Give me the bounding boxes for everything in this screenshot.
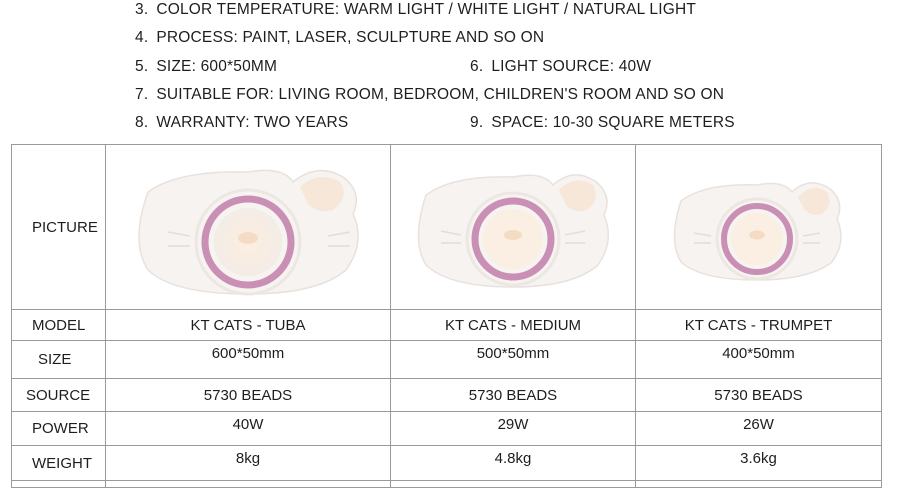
spec-suitable-for: 7. SUITABLE FOR: LIVING ROOM, BEDROOM, CHILDREN'S ROOM AND SO ON xyxy=(135,86,725,103)
size-tuba: 600*50mm xyxy=(106,341,391,379)
model-trumpet: KT CATS - TRUMPET xyxy=(636,310,882,341)
weight-trumpet: 3.6kg xyxy=(636,446,882,481)
empty-cell xyxy=(391,481,636,488)
model-medium: KT CATS - MEDIUM xyxy=(391,310,636,341)
spec-size: 5. SIZE: 600*50MM xyxy=(135,58,278,75)
source-trumpet: 5730 BEADS xyxy=(636,379,882,412)
power-row xyxy=(12,412,882,446)
picture-row xyxy=(12,145,882,310)
source-tuba: 5730 BEADS xyxy=(106,379,391,412)
source-medium: 5730 BEADS xyxy=(391,379,636,412)
row-label-weight: WEIGHT xyxy=(12,446,106,481)
row-label-source: SOURCE xyxy=(12,379,106,412)
spec-warranty: 8. WARRANTY: TWO YEARS xyxy=(135,114,349,131)
comparison-table xyxy=(11,144,882,488)
empty-cell xyxy=(106,481,391,488)
power-medium: 29W xyxy=(391,412,636,446)
power-trumpet: 26W xyxy=(636,412,882,446)
size-trumpet: 400*50mm xyxy=(636,341,882,379)
model-tuba: KT CATS - TUBA xyxy=(106,310,391,341)
lamp-medium-image xyxy=(401,157,626,297)
size-medium: 500*50mm xyxy=(391,341,636,379)
empty-cell xyxy=(12,481,106,488)
size-row xyxy=(12,341,882,379)
source-row xyxy=(12,379,882,412)
weight-tuba: 8kg xyxy=(106,446,391,481)
spec-light-source: 6. LIGHT SOURCE: 40W xyxy=(470,58,652,75)
lamp-tuba-image xyxy=(118,152,378,302)
empty-cell xyxy=(636,481,882,488)
row-label-picture: PICTURE xyxy=(12,145,106,310)
picture-tuba xyxy=(106,145,391,310)
spec-process: 4. PROCESS: PAINT, LASER, SCULPTURE AND SO ON xyxy=(135,29,545,46)
picture-trumpet xyxy=(636,145,882,310)
power-tuba: 40W xyxy=(106,412,391,446)
row-label-power: POWER xyxy=(12,412,106,446)
lamp-trumpet-image xyxy=(659,167,859,287)
weight-medium: 4.8kg xyxy=(391,446,636,481)
empty-row xyxy=(12,481,882,488)
model-row xyxy=(12,310,882,341)
spec-space: 9. SPACE: 10-30 SQUARE METERS xyxy=(470,114,735,131)
row-label-size: SIZE xyxy=(12,341,106,379)
spec-color-temperature: 3. COLOR TEMPERATURE: WARM LIGHT / WHITE LIGHT / NATURAL LIGHT xyxy=(135,1,697,18)
picture-medium xyxy=(391,145,636,310)
weight-row xyxy=(12,446,882,481)
row-label-model: MODEL xyxy=(12,310,106,341)
